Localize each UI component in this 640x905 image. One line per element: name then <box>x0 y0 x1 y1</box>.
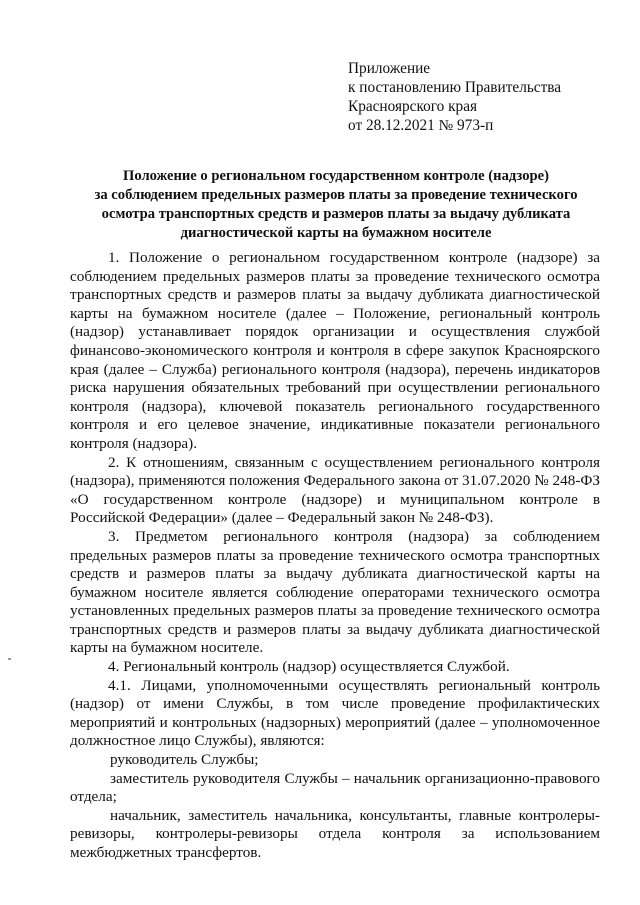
scan-speck <box>8 658 11 660</box>
appendix-region: Красноярского края <box>348 98 478 115</box>
list-item: начальник, заместитель начальника, консультанты, главные контролеры-ревизоры, контролеры-ревизоры отдела контроля за использованием межбюджетных трансфертов. <box>70 806 600 861</box>
paragraph-4: 4. Региональный контроль (надзор) осуществляется Службой. <box>108 658 510 676</box>
paragraph-4-1: 4.1. Лицами, уполномоченными осуществлять региональный контроль (надзор) от имени Службы, в том числе проведение профилактических мероприятий и контрольных (надзорных) мероприятий (далее – уполномоченное должностное лицо Службы), являются: <box>70 676 600 750</box>
paragraph-1: 1. Положение о региональном государственном контроле (надзоре) за соблюдением предельных размеров платы за проведение технического осмотра транспортных средств и размеров платы за выдачу дубликата диагностической карты на бумажном носителе (далее – Положение, региональный контроль (надзор) устанавливает порядок организации и осуществления службой финансово-экономического контроля и контроля в сфере закупок Красноярского края (далее – Служба) регионального контроля (надзора), перечень индикаторов риска нарушения обязательных требований при осуществлении регионального контроля (надзора), ключевой показатель регионального государственного контроля и его целевое значение, индикативные показатели регионального контроля (надзора). <box>70 249 600 452</box>
title-line: осмотра транспортных средств и размеров платы за выдачу дубликата <box>101 206 571 222</box>
document-body <box>70 249 600 863</box>
appendix-date-number: от 28.12.2021 № 973-п <box>348 117 494 134</box>
list-item: заместитель руководителя Службы – начальник организационно-правового отдела; <box>70 769 600 806</box>
title-line: Положение о региональном государственном контроле (надзоре) <box>123 168 549 184</box>
appendix-resolution: к постановлению Правительства <box>348 79 562 96</box>
paragraph-3: 3. Предметом регионального контроля (надзора) за соблюдением предельных размеров платы за проведение технического осмотра транспортных средств и размеров платы за выдачу дубликата диагностической карты на бумажном носителе является соблюдение операторами технического осмотра установленных предельных размеров платы за проведение технического осмотра транспортных средств и размеров платы за выдачу дубликата диагностической карты на бумажном носителе. <box>70 527 600 657</box>
list-item: руководитель Службы; <box>110 751 259 769</box>
appendix-label: Приложение <box>348 60 431 77</box>
title-line: диагностической карты на бумажном носителе <box>180 225 492 241</box>
title-line: за соблюдением предельных размеров платы за проведение технического <box>94 187 578 203</box>
paragraph-2: 2. К отношениям, связанным с осуществлением регионального контроля (надзора), применяются положения Федерального закона от 31.07.2020 № 248-ФЗ «О государственном контроле (надзоре) и муниципальном контроле в Российской Федерации» (далее – Федеральный закон № 248-ФЗ). <box>70 453 600 527</box>
appendix-block <box>348 59 628 135</box>
document-title <box>60 167 612 243</box>
